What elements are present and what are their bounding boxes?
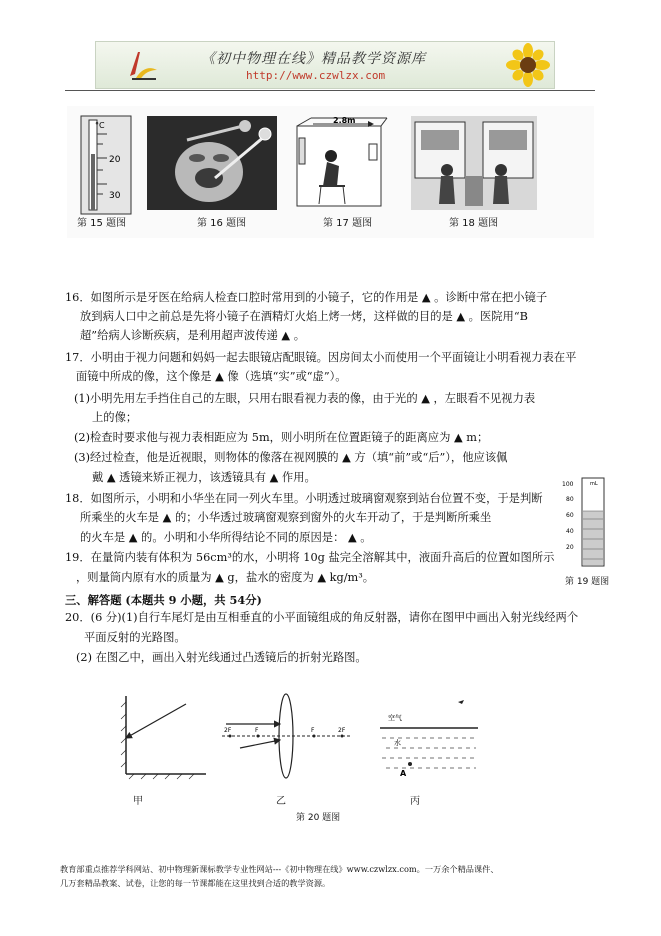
caption-fig17: 第 17 题图 (323, 218, 373, 229)
thermo-tick-30: 30 (109, 191, 121, 201)
q20-line3: (2) 在图乙中，画出入射光线通过凸透镜后的折射光路图。 (76, 651, 367, 664)
q16-line1: 16．如图所示是牙医在给病人检查口腔时常用到的小镜子，它的作用是 ▲ 。诊断中常在把小镜子 (65, 291, 548, 304)
logo-icon (126, 48, 160, 82)
label-jia: 甲 (133, 796, 143, 807)
label-bing: 丙 (410, 796, 420, 807)
footer-line1: 教育部重点推荐学科网站、初中物理新课标教学专业性网站---《初中物理在线》www.czwlzx.com。一万余个精品课件、 (60, 864, 499, 874)
q17-line7: 戴 ▲ 透镜来矫正视力，该透镜具有 ▲ 作用。 (92, 471, 316, 484)
q18-line3: 的火车是 ▲ 的。小明和小华所得结论不同的原因是： ▲ 。 (80, 531, 372, 544)
point-a-label: A (400, 769, 407, 778)
caption-fig19: 第 19 题图 (565, 577, 610, 587)
eye-chart-mirror-figure (289, 116, 389, 210)
q18-line1: 18．如图所示，小明和小华坐在同一列火车里。小明透过玻璃窗观察到站台位置不变，于是判断 (65, 492, 543, 505)
cylinder-tick-80: 80 (566, 496, 574, 503)
q17-line3: (1)小明先用左手挡住自己的左眼，只用右眼看视力表的像，由于光的 ▲ ，左眼看不见视力表 (74, 392, 536, 405)
q16-line3: 超”给病人诊断疾病，是利用超声波传递 ▲ 。 (80, 329, 305, 342)
corner-reflector-diagram (121, 696, 206, 779)
q20-line2: 平面反射的光路图。 (84, 631, 186, 644)
q17-line5: (2)检查时要求他与视力表相距应为 5m，则小明所在位置距镜子的距离应为 ▲ m； (74, 431, 489, 444)
cylinder-tick-60: 60 (566, 512, 574, 519)
q17-line6: (3)经过检查，他是近视眼，则物体的像落在视网膜的 ▲ 方（填“前”或“后”），他应该佩 (74, 451, 508, 464)
cylinder-unit: mL (590, 481, 598, 487)
caption-fig20: 第 20 题图 (296, 813, 341, 823)
dentist-mirror-photo (147, 116, 277, 210)
thermometer-figure (73, 114, 135, 218)
air-label: 空气 (388, 714, 402, 722)
lens-f-right: F (311, 727, 315, 734)
air-water-diagram (380, 700, 478, 778)
water-label: 水 (394, 739, 401, 747)
q18-line2: 所乘坐的火车是 ▲ 的；小华透过玻璃窗观察到窗外的火车开动了，于是判断所乘坐 (80, 511, 492, 524)
label-yi: 乙 (276, 796, 286, 807)
section-3-heading: 三、解答题 (本题共 9 小题，共 54分) (65, 593, 262, 607)
distance-label: 2.8m (333, 116, 356, 125)
cylinder-tick-40: 40 (566, 528, 574, 535)
figures-strip (67, 106, 594, 238)
q17-line4: 上的像； (92, 411, 138, 424)
footer-line2: 几万套精品教案、试卷，让您的每一节课都能在这里找到合适的教学资源。 (60, 878, 331, 888)
q19-line1: 19．在量筒内装有体积为 56cm³的水，小明将 10g 盐完全溶解其中，液面升高后的位置如图所示 (65, 551, 555, 564)
convex-lens-diagram (222, 694, 352, 778)
banner-url[interactable]: http://www.czwlzx.com (246, 69, 386, 82)
caption-fig15: 第 15 题图 (77, 218, 127, 229)
train-window-figure (411, 116, 537, 210)
header-rule (65, 90, 595, 91)
fig20-diagrams (110, 690, 550, 800)
lens-2f-right: 2F (338, 727, 346, 734)
lens-f-left: F (255, 727, 259, 734)
thermo-tick-20: 20 (109, 155, 121, 165)
q20-line1: 20．(6 分)(1)自行车尾灯是由互相垂直的小平面镜组成的角反射器，请你在图甲中画出入射光线经两个 (65, 611, 579, 624)
graduated-cylinder-figure (560, 474, 610, 570)
header-banner (95, 41, 555, 89)
q19-line2: ，则量筒内原有水的质量为 ▲ g，盐水的密度为 ▲ kg/m³。 (76, 571, 375, 584)
cylinder-tick-20: 20 (566, 544, 574, 551)
cylinder-tick-100: 100 (562, 481, 574, 488)
q17-line1: 17．小明由于视力问题和妈妈一起去眼镜店配眼镜。因房间太小而使用一个平面镜让小明看视力表在平 (65, 351, 577, 364)
q16-line2: 放到病人口中之前总是先将小镜子在酒精灯火焰上烤一烤，这样做的目的是 ▲ 。医院用“B (80, 310, 528, 323)
q17-line2: 面镜中所成的像，这个像是 ▲ 像（选填“实”或“虚”）。 (76, 370, 347, 383)
lens-2f-left: 2F (224, 727, 232, 734)
thermo-unit: °C (95, 121, 105, 130)
caption-fig16: 第 16 题图 (197, 218, 247, 229)
caption-fig18: 第 18 题图 (449, 218, 499, 229)
banner-title: 《初中物理在线》精品教学资源库 (201, 51, 426, 67)
sunflower-icon (504, 43, 552, 87)
